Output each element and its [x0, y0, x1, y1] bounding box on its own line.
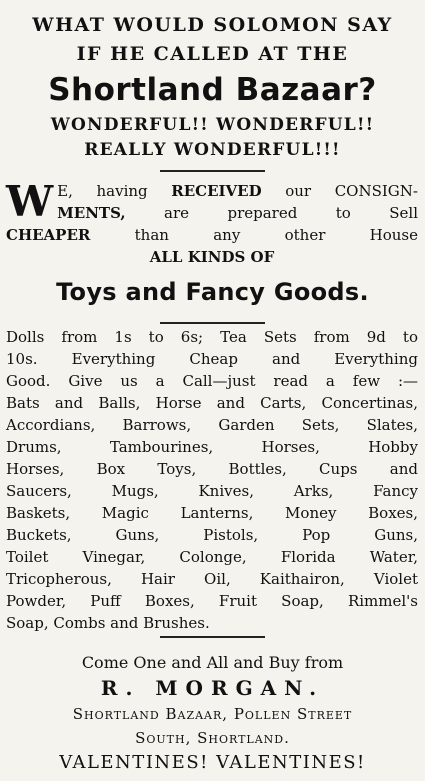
body-line: Accordians, Barrows, Garden Sets, Slates,	[6, 416, 418, 434]
body-line: Baskets, Magic Lanterns, Money Boxes,	[6, 504, 418, 522]
intro-paragraph	[6, 177, 418, 268]
body-line: Drums, Tambourines, Horses, Hobby	[6, 438, 418, 456]
intro-line	[6, 202, 418, 224]
valentines-line: VALENTINES! VALENTINES!	[59, 752, 366, 773]
address-line-2: South, Shortland.	[135, 729, 290, 747]
divider-rule	[160, 322, 265, 324]
intro-emphasis: CHEAPER	[6, 226, 91, 244]
divider-rule	[160, 170, 265, 172]
headline-wonderful: WONDERFUL!! WONDERFUL!!	[50, 115, 375, 135]
intro-text: than any other House	[90, 226, 418, 244]
feature-heading: Toys and Fancy Goods.	[56, 278, 369, 306]
intro-line	[6, 180, 418, 202]
address-line-1: Shortland Bazaar, Pollen Street	[72, 705, 353, 723]
intro-all-kinds: ALL KINDS OF	[149, 248, 275, 266]
intro-text: our CONSIGN-	[261, 182, 418, 200]
shop-name: Shortland Bazaar?	[48, 72, 377, 108]
body-line: Powder, Puff Boxes, Fruit Soap, Rimmel's	[6, 592, 418, 610]
body-line: Horses, Box Toys, Bottles, Cups and	[6, 460, 418, 478]
body-line: Dolls from 1s to 6s; Tea Sets from 9d to	[6, 328, 418, 346]
intro-line	[6, 246, 418, 268]
body-line: Toilet Vinegar, Colonge, Florida Water,	[6, 548, 418, 566]
intro-emphasis: RECEIVED	[171, 182, 262, 200]
intro-line	[6, 224, 418, 246]
headline-line-1: WHAT WOULD SOLOMON SAY	[32, 14, 393, 36]
body-line: Soap, Combs and Brushes.	[6, 614, 210, 632]
footer-invite: Come One and All and Buy from	[81, 653, 344, 672]
intro-text: E, having	[57, 182, 172, 200]
body-line: Tricopherous, Hair Oil, Kaithairon, Violet	[6, 570, 418, 588]
body-line: Buckets, Guns, Pistols, Pop Guns,	[6, 526, 418, 544]
body-line: Saucers, Mugs, Knives, Arks, Fancy	[6, 482, 418, 500]
body-line: 10s. Everything Cheap and Everything	[6, 350, 418, 368]
headline-really-wonderful: REALLY WONDERFUL!!!	[84, 140, 341, 160]
intro-text: are prepared to Sell	[125, 204, 418, 222]
divider-rule	[160, 636, 265, 638]
item-list-paragraph	[6, 326, 418, 634]
body-line: Good. Give us a Call—just read a few :—	[6, 372, 418, 390]
headline-line-2: IF HE CALLED AT THE	[76, 43, 349, 65]
proprietor-name: R. MORGAN.	[100, 676, 325, 700]
drop-cap: W	[6, 177, 54, 226]
intro-emphasis: MENTS,	[57, 204, 126, 222]
body-line: Bats and Balls, Horse and Carts, Concertinas,	[6, 394, 418, 412]
